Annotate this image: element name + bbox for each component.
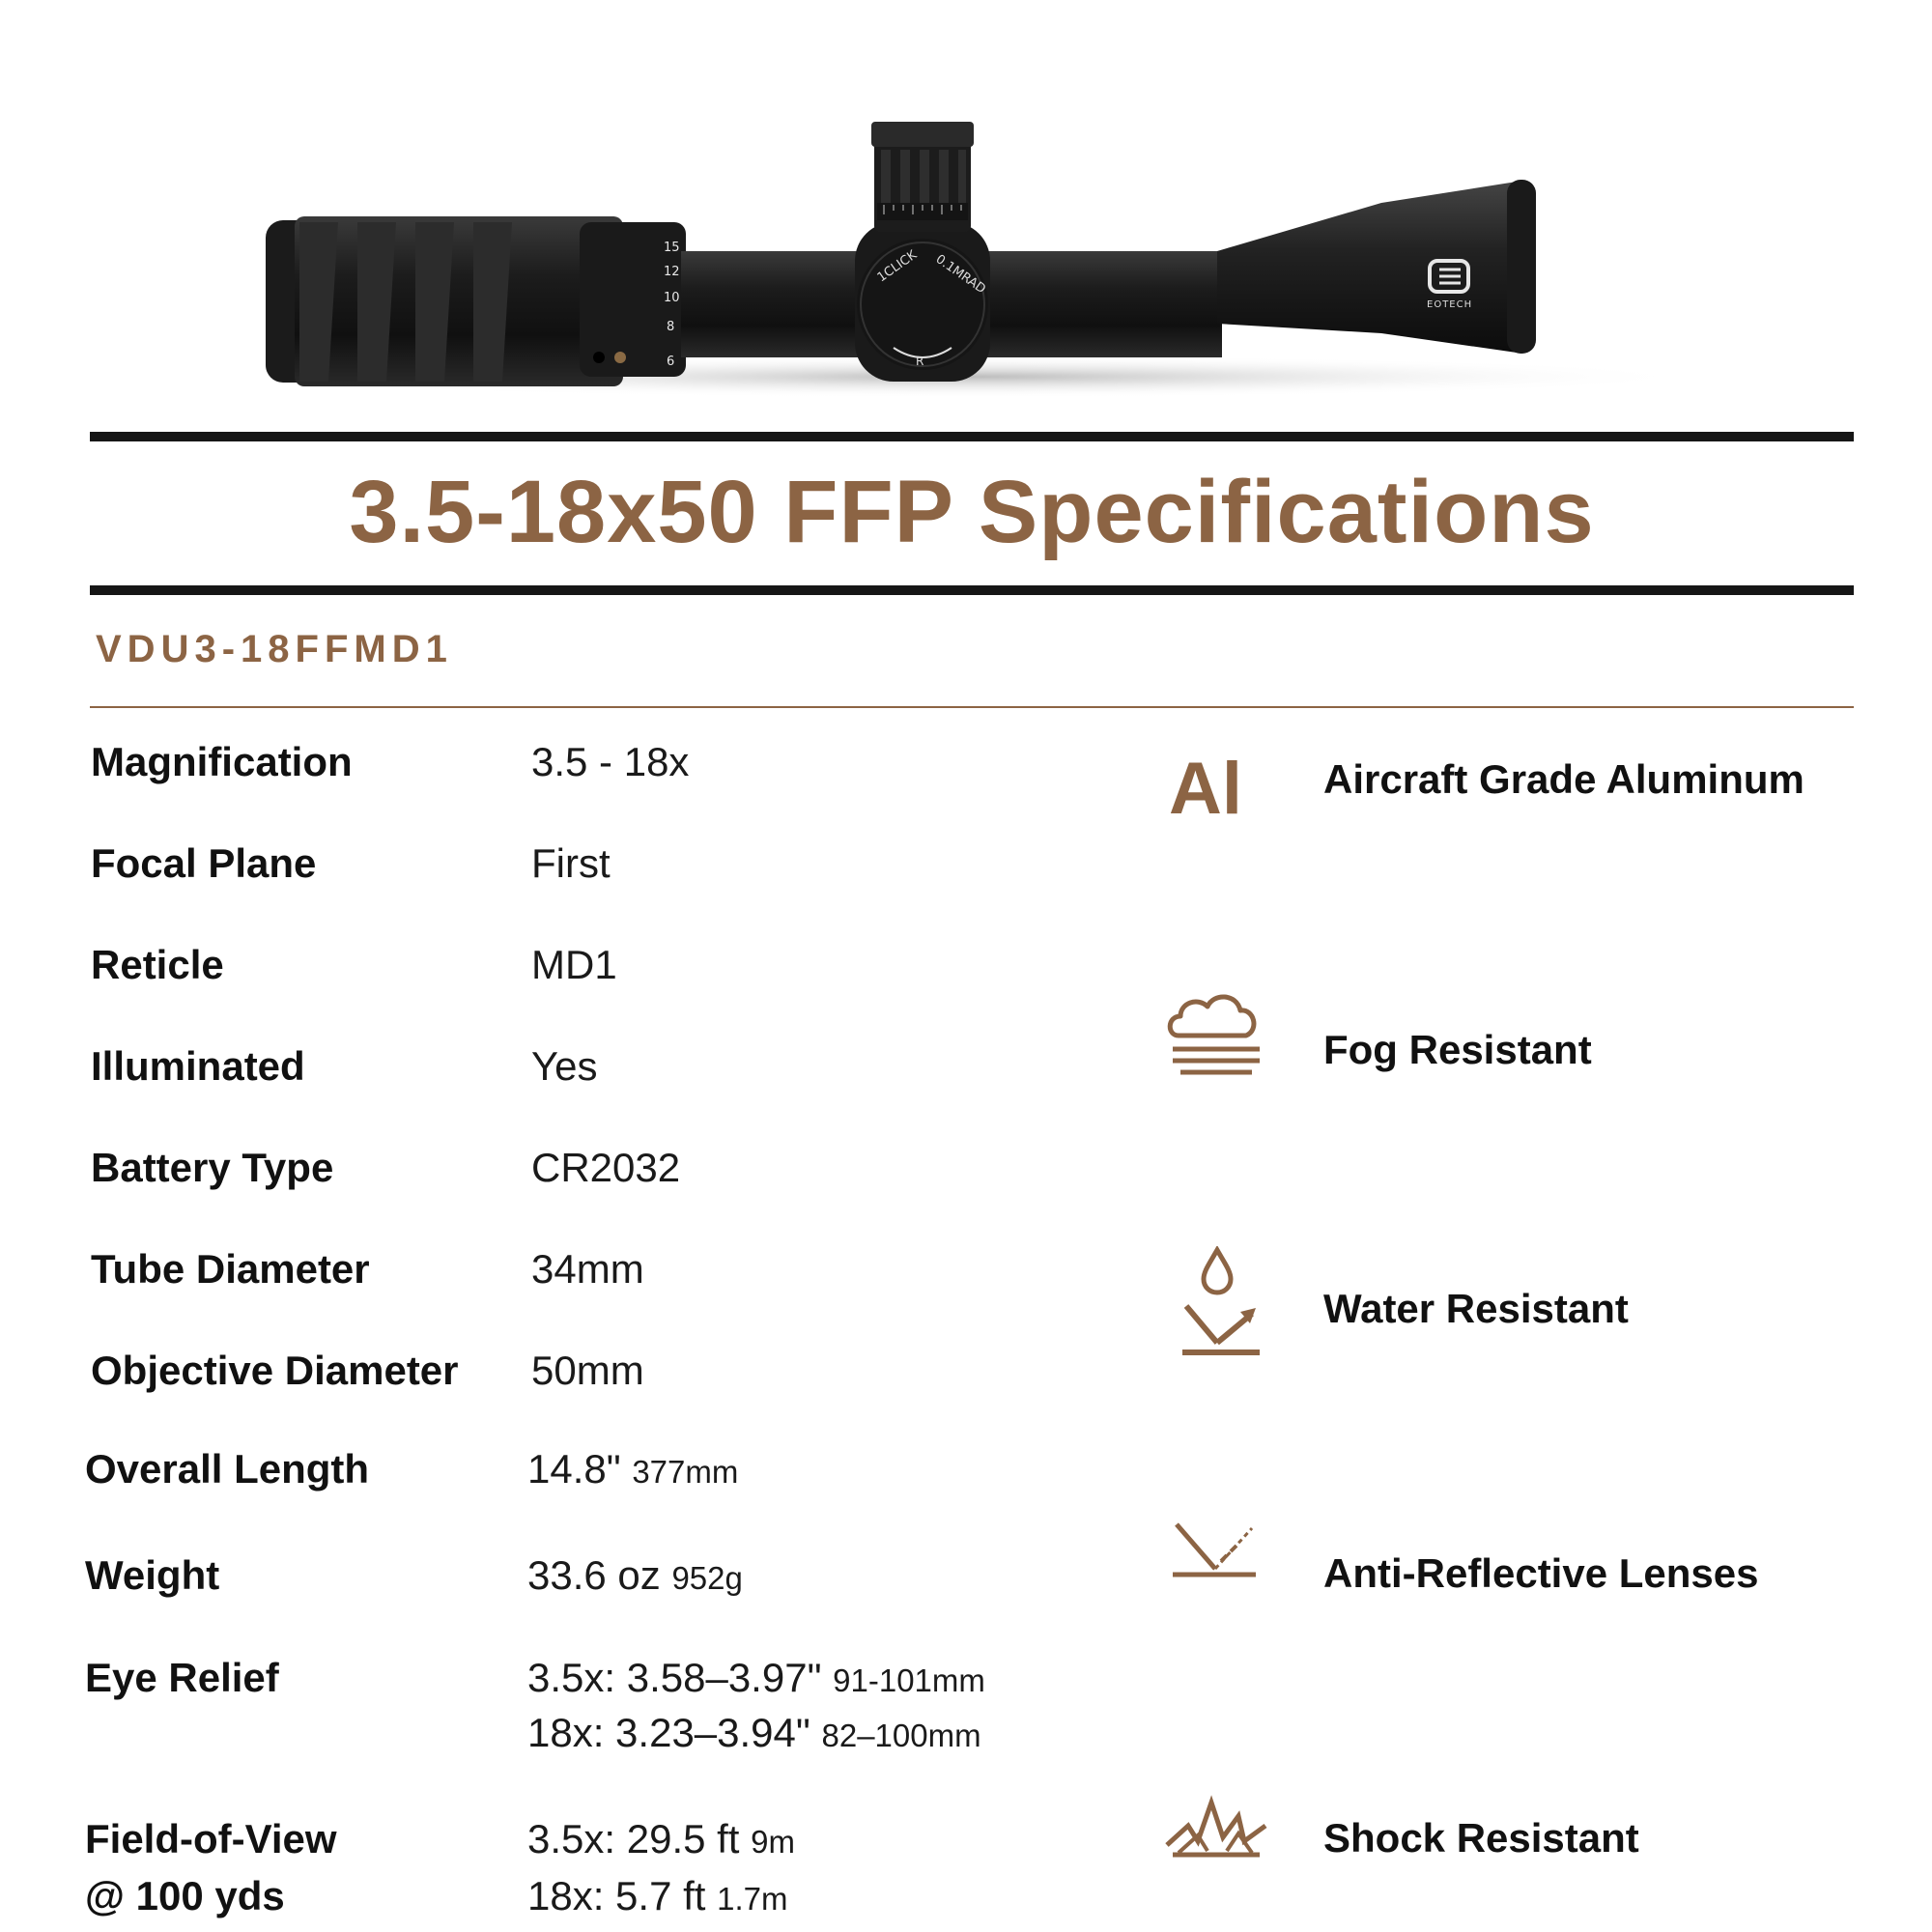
- spec-label: Battery Type: [91, 1145, 334, 1190]
- spec-label: @ 100 yds: [85, 1873, 285, 1918]
- model-number: VDU3-18FFMD1: [96, 628, 453, 670]
- spec-value: [527, 1705, 981, 1764]
- feature-aircraft-grade-aluminum: [1140, 724, 1893, 840]
- spec-value-metric: 9m: [751, 1824, 795, 1860]
- feature-anti-reflective-lenses: [1140, 1507, 1893, 1623]
- spec-value-metric: 91-101mm: [833, 1662, 985, 1698]
- spec-label: Focal Plane: [91, 840, 317, 886]
- shock-burst-icon: [1159, 1777, 1275, 1893]
- feature-label: Anti-Reflective Lenses: [1323, 1550, 1759, 1596]
- spec-value: [527, 1868, 788, 1927]
- spec-value: 50mm: [531, 1348, 644, 1393]
- spec-value-metric: 82–100mm: [821, 1718, 981, 1753]
- svg-text:8: 8: [667, 320, 675, 334]
- svg-text:10: 10: [664, 291, 680, 305]
- svg-text:15: 15: [664, 241, 680, 255]
- spec-value-main: 3.5x: 29.5 ft: [527, 1816, 740, 1861]
- spec-label: Eye Relief: [85, 1655, 279, 1700]
- spec-value-metric: 377mm: [632, 1454, 739, 1490]
- header-top-rule: [90, 432, 1854, 441]
- spec-value: Yes: [531, 1043, 598, 1089]
- feature-label: Water Resistant: [1323, 1286, 1629, 1331]
- spec-value-main: 3.5x: 3.58–3.97": [527, 1655, 822, 1700]
- spec-value-main: 33.6 oz: [527, 1552, 661, 1598]
- svg-text:R: R: [916, 355, 924, 368]
- feature-label: Aircraft Grade Aluminum: [1323, 756, 1804, 802]
- spec-value-metric: 952g: [671, 1560, 743, 1596]
- fog-cloud-icon: [1159, 976, 1275, 1092]
- spec-value-main: 18x: 5.7 ft: [527, 1873, 706, 1918]
- spec-value: [527, 1811, 795, 1870]
- page-title: 3.5-18x50 FFP Specifications: [349, 463, 1595, 561]
- svg-text:EOTECH: EOTECH: [1427, 299, 1473, 310]
- spec-label: Objective Diameter: [91, 1348, 459, 1393]
- spec-label: Reticle: [91, 942, 224, 987]
- feature-water-resistant: [1140, 1246, 1893, 1362]
- svg-text:6: 6: [667, 355, 675, 369]
- feature-fog-resistant: [1140, 976, 1893, 1092]
- spec-value: First: [531, 840, 611, 886]
- spec-label: Field-of-View: [85, 1816, 337, 1861]
- svg-text:12: 12: [664, 265, 680, 279]
- spec-label: Magnification: [91, 739, 353, 784]
- feature-label: Shock Resistant: [1323, 1815, 1639, 1861]
- spec-value: 34mm: [531, 1246, 644, 1292]
- svg-text:Al: Al: [1169, 748, 1242, 830]
- aluminum-icon: [1159, 724, 1275, 840]
- spec-label: Weight: [85, 1552, 220, 1598]
- spec-value: MD1: [531, 942, 617, 987]
- spec-value: CR2032: [531, 1145, 681, 1190]
- anti-reflective-icon: [1159, 1507, 1275, 1623]
- spec-value: [527, 1441, 738, 1500]
- header-bottom-rule: [90, 585, 1854, 595]
- model-divider: [90, 706, 1854, 708]
- spec-label: Tube Diameter: [91, 1246, 370, 1292]
- spec-value: 3.5 - 18x: [531, 739, 690, 784]
- spec-value: [527, 1548, 743, 1606]
- product-image-rifle-scope: [193, 58, 1777, 425]
- feature-shock-resistant: [1140, 1777, 1893, 1893]
- spec-label: Illuminated: [91, 1043, 305, 1089]
- spec-value-main: 14.8": [527, 1446, 621, 1492]
- spec-value-main: 18x: 3.23–3.94": [527, 1710, 810, 1755]
- spec-value: [527, 1650, 985, 1709]
- feature-label: Fog Resistant: [1323, 1027, 1592, 1072]
- spec-value-metric: 1.7m: [717, 1881, 788, 1917]
- rifle-scope-illustration: [193, 58, 1777, 425]
- svg-text:0.1MRAD: 0.1MRAD: [932, 251, 988, 298]
- svg-text:1CLICK: 1CLICK: [874, 247, 921, 286]
- water-drop-icon: [1159, 1246, 1275, 1362]
- spec-label: Overall Length: [85, 1446, 370, 1492]
